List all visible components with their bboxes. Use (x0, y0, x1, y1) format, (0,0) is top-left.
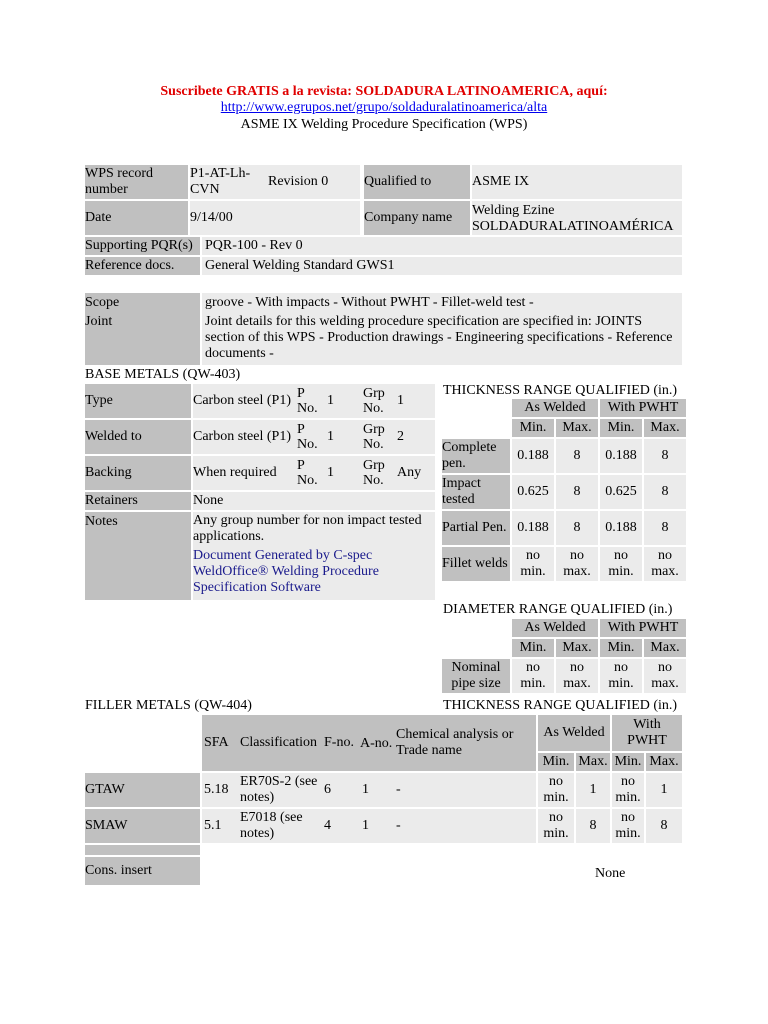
backing-grp-value: Any (397, 465, 422, 480)
backing-label (85, 456, 191, 490)
qualified-to-value (472, 165, 682, 199)
thickness-cell: 0.625 (600, 475, 642, 509)
company-name-line-1: Welding Ezine (472, 203, 555, 218)
filler-aw-min: no min. (538, 809, 574, 843)
wps-record-value-cell (190, 165, 360, 199)
retainers-label (85, 492, 191, 510)
welded-to-label (85, 420, 191, 454)
document-title: ASME IX Welding Procedure Specification (WPS) (240, 117, 528, 132)
filler-process-label: SMAW (85, 809, 200, 843)
subscribe-link[interactable]: http://www.egrupos.net/grupo/soldaduralatinoamerica/alta (220, 100, 548, 115)
reference-docs-label (85, 257, 200, 275)
date-value (190, 201, 360, 235)
cons-insert-value: None (595, 866, 626, 881)
filler-classification: E7018 (see notes) (238, 809, 322, 843)
thickness-pw-max-header: Max. (644, 419, 686, 437)
filler-thickness-range-title: THICKNESS RANGE QUALIFIED (in.) (443, 698, 678, 713)
revision-value: Revision 0 (268, 174, 329, 189)
thickness-cell: no max. (556, 547, 598, 581)
thickness-cell: 8 (556, 511, 598, 545)
notes-value (193, 512, 435, 600)
company-name-line-2: SOLDADURALATINOAMÉRICA (472, 219, 674, 234)
filler-pw-min-header: Min. (612, 753, 644, 771)
notes-label-text: Notes (85, 514, 118, 529)
filler-f-no: 6 (322, 773, 358, 807)
filler-a-no: 1 (358, 809, 396, 843)
thickness-cell: no min. (600, 547, 642, 581)
promo-text: Suscribete GRATIS a la revista: SOLDADURA LATINOAMERICA, aquí: (160, 84, 608, 99)
company-name-label-text: Company name (364, 210, 453, 225)
diameter-cell: no max. (644, 659, 686, 693)
a-no-header: A-no. (358, 715, 394, 771)
thickness-cell: 0.188 (512, 511, 554, 545)
filler-as-welded-header: As Welded (538, 715, 610, 751)
filler-pw-max: 1 (646, 773, 682, 807)
f-no-header: F-no. (322, 715, 358, 771)
thickness-cell: 8 (644, 511, 686, 545)
diameter-cell: no min. (512, 659, 554, 693)
reference-docs-value-text: General Welding Standard GWS1 (205, 258, 395, 273)
type-label-text: Type (85, 393, 113, 408)
scope-value: groove - With impacts - Without PWHT - Fillet-weld test - (205, 295, 534, 310)
filler-aw-max-header: Max. (576, 753, 610, 771)
thickness-cell: 0.188 (512, 439, 554, 473)
supporting-pqr-value-text: PQR-100 - Rev 0 (205, 238, 303, 253)
sfa-header: SFA (202, 715, 238, 771)
classification-header: Classification (238, 715, 322, 771)
qualified-to-label-text: Qualified to (364, 174, 432, 189)
wps-record-value: P1-AT-Lh-CVN (190, 166, 251, 197)
reference-docs-value (202, 257, 682, 275)
joint-label: Joint (85, 314, 113, 329)
thickness-cell: no max. (644, 547, 686, 581)
wps-record-label-text: WPS record number (85, 166, 154, 197)
thickness-pw-min-header: Min. (600, 419, 642, 437)
thickness-cell: 0.625 (512, 475, 554, 509)
as-welded-header: As Welded (512, 399, 598, 417)
date-value-text: 9/14/00 (190, 210, 233, 225)
type-material: Carbon steel (P1) (193, 393, 291, 408)
with-pwht-header: With PWHT (600, 399, 686, 417)
backing-label-text: Backing (85, 465, 132, 480)
filler-spacer (85, 845, 200, 855)
thickness-row-label: Impact tested (442, 475, 510, 509)
filler-f-no: 4 (322, 809, 358, 843)
filler-aw-max: 1 (576, 773, 610, 807)
company-name-label (364, 201, 470, 235)
retainers-value-text: None (193, 493, 224, 508)
welded-to-grp-value: 2 (397, 429, 404, 444)
type-p-label: P No. (297, 386, 318, 416)
filler-pw-max-header: Max. (646, 753, 682, 771)
diameter-aw-min-header: Min. (512, 639, 554, 657)
type-label (85, 384, 191, 418)
welded-to-grp-label: Grp No. (363, 422, 385, 452)
filler-chem: - (394, 809, 536, 843)
scope-joint-value-cell (202, 293, 682, 365)
generated-by-note: Document Generated by C-spec WeldOffice® Welding Procedure Specification Software (193, 548, 379, 595)
thickness-cell: 8 (644, 475, 686, 509)
filler-process-label: GTAW (85, 773, 200, 807)
thickness-row-label: Complete pen. (442, 439, 510, 473)
diameter-with-pwht-header: With PWHT (600, 619, 686, 637)
welded-to-label-text: Welded to (85, 429, 142, 444)
filler-aw-max: 8 (576, 809, 610, 843)
diameter-pw-max-header: Max. (644, 639, 686, 657)
diameter-range-title: DIAMETER RANGE QUALIFIED (in.) (443, 602, 673, 617)
scope-label: Scope (85, 295, 120, 310)
type-grp-label: Grp No. (363, 386, 385, 416)
base-metals-title: BASE METALS (QW-403) (85, 367, 241, 382)
supporting-pqr-label (85, 237, 200, 255)
thickness-row-label: Partial Pen. (442, 511, 510, 545)
retainers-label-text: Retainers (85, 493, 138, 508)
thickness-cell: 8 (556, 475, 598, 509)
backing-p-value: 1 (327, 465, 334, 480)
thickness-cell: 8 (644, 439, 686, 473)
thickness-cell: 0.188 (600, 439, 642, 473)
qualified-to-label (364, 165, 470, 199)
joint-value: Joint details for this welding procedure specification are specified in: JOINTS section of this WPS - Production drawings - Engineering specifications - Reference documents - (205, 314, 673, 361)
supporting-pqr-label-text: Supporting PQR(s) (85, 238, 193, 253)
diameter-pw-min-header: Min. (600, 639, 642, 657)
type-p-value: 1 (327, 393, 334, 408)
filler-aw-min: no min. (538, 773, 574, 807)
cons-insert-label: Cons. insert (85, 857, 200, 885)
diameter-cell: no max. (556, 659, 598, 693)
diameter-as-welded-header: As Welded (512, 619, 598, 637)
backing-material: When required (193, 465, 277, 480)
thickness-row-label: Fillet welds (442, 547, 510, 581)
filler-metals-title: FILLER METALS (QW-404) (85, 698, 252, 713)
date-label-text: Date (85, 210, 112, 225)
thickness-cell: no min. (512, 547, 554, 581)
welded-to-p-label: P No. (297, 422, 318, 452)
backing-p-label: P No. (297, 458, 318, 488)
filler-pw-min: no min. (612, 809, 644, 843)
type-value (193, 384, 435, 418)
filler-chem: - (394, 773, 536, 807)
filler-classification: ER70S-2 (see notes) (238, 773, 322, 807)
thickness-cell: 0.188 (600, 511, 642, 545)
filler-sfa: 5.1 (202, 809, 238, 843)
wps-record-label (85, 165, 188, 199)
retainers-value (193, 492, 435, 510)
reference-docs-label-text: Reference docs. (85, 258, 175, 273)
nominal-pipe-size-label: Nominal pipe size (442, 659, 510, 693)
thickness-range-title: THICKNESS RANGE QUALIFIED (in.) (443, 383, 678, 398)
welded-to-material: Carbon steel (P1) (193, 429, 291, 444)
backing-value (193, 456, 435, 490)
filler-aw-min-header: Min. (538, 753, 574, 771)
backing-grp-label: Grp No. (363, 458, 385, 488)
diameter-aw-max-header: Max. (556, 639, 598, 657)
filler-sfa: 5.18 (202, 773, 238, 807)
diameter-cell: no min. (600, 659, 642, 693)
scope-joint-label-cell (85, 293, 200, 365)
thickness-cell: 8 (556, 439, 598, 473)
filler-pw-max: 8 (646, 809, 682, 843)
type-grp-value: 1 (397, 393, 404, 408)
date-label (85, 201, 188, 235)
welded-to-p-value: 1 (327, 429, 334, 444)
notes-value-text: Any group number for non impact tested applications. (193, 513, 422, 544)
supporting-pqr-value (202, 237, 682, 255)
company-name-value (472, 201, 682, 235)
filler-with-pwht-header: With PWHT (612, 715, 682, 751)
filler-a-no: 1 (358, 773, 396, 807)
filler-pw-min: no min. (612, 773, 644, 807)
thickness-aw-max-header: Max. (556, 419, 598, 437)
welded-to-value (193, 420, 435, 454)
notes-label (85, 512, 191, 600)
chemical-analysis-header: Chemical analysis or Trade name (394, 715, 536, 771)
thickness-aw-min-header: Min. (512, 419, 554, 437)
qualified-to-value-text: ASME IX (472, 174, 530, 189)
